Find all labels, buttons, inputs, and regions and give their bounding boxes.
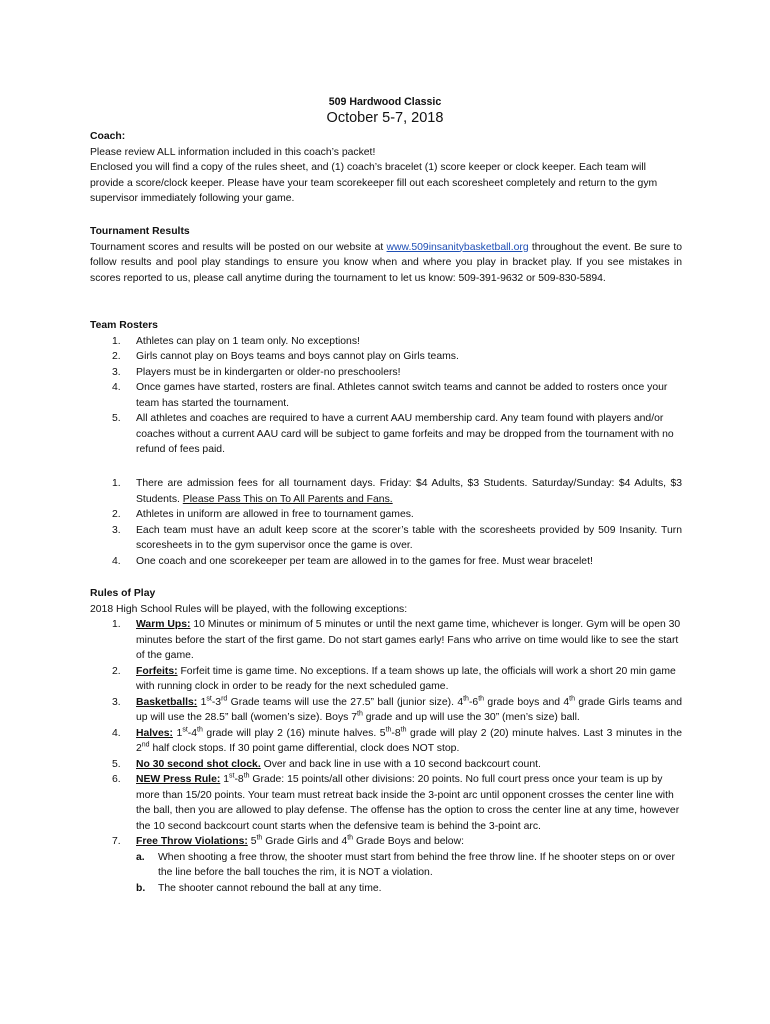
list-text: There are admission fees for all tournament days. Friday: $4 Adults, $3 Students. Saturday/Sunday: $4 Adults, $3 Students. bbox=[136, 478, 682, 505]
rule-label: No 30 second shot clock. bbox=[136, 758, 261, 770]
rule-label: NEW Press Rule: bbox=[136, 774, 221, 785]
coach-section bbox=[90, 129, 682, 207]
team-rosters-section bbox=[90, 318, 682, 458]
ordinal: st bbox=[182, 726, 188, 734]
rule-text: -6 bbox=[468, 696, 479, 708]
list-number: 4. bbox=[112, 727, 121, 739]
rule-item bbox=[90, 834, 682, 850]
ordinal: th bbox=[463, 695, 469, 703]
tournament-results-text bbox=[90, 240, 682, 287]
rule-text: grade will play 2 (20) minute halves. Last 3 minutes in the 2 bbox=[136, 727, 682, 754]
rule-item bbox=[90, 695, 682, 726]
results-text-part: Tournament scores and results will be posted on our website at bbox=[90, 241, 387, 253]
rule-label: Warm Ups: bbox=[136, 619, 191, 630]
coach-heading: Coach: bbox=[90, 131, 126, 142]
list-item bbox=[90, 523, 682, 554]
list-text: When shooting a free throw, the shooter must start from behind the free throw line. If he shooter steps on or over the line before the ball touches the rim, it is NOT a violation. bbox=[158, 851, 675, 878]
rule-text: Over and back line in use with a 10 second backcourt count. bbox=[260, 758, 541, 770]
ordinal: th bbox=[357, 710, 363, 718]
list-number: 4. bbox=[112, 555, 121, 567]
rules-heading: Rules of Play bbox=[90, 588, 156, 599]
coach-line2: Enclosed you will find a copy of the rules sheet, and (1) coach’s bracelet (1) score keeper or clock keeper. Each team will provide a score/clock keeper. Please have your team scorekeeper fill out each scoresheet completely and return to the gym supervisor immediately following your game. bbox=[90, 162, 658, 204]
ordinal: th bbox=[478, 695, 485, 703]
list-number: 4. bbox=[112, 382, 121, 393]
ordinal: th bbox=[197, 726, 203, 734]
event-dates: October 5-7, 2018 bbox=[326, 110, 444, 126]
ordinal: th bbox=[385, 726, 392, 734]
list-text: Athletes in uniform are allowed in free to tournament games. bbox=[136, 509, 414, 520]
list-number: 2. bbox=[112, 509, 121, 520]
rules-list bbox=[90, 617, 682, 850]
roster-rule-item bbox=[90, 365, 682, 381]
list-text: Once games have started, rosters are final. Athletes cannot switch teams and cannot be added to rosters once your team has started the tournament. bbox=[136, 382, 668, 409]
list-number: 1. bbox=[112, 478, 121, 489]
rule-item bbox=[90, 772, 682, 834]
coach-line1: Please review ALL information included in this coach’s packet! bbox=[90, 146, 376, 158]
rule-text: -8 bbox=[391, 727, 401, 739]
list-text: One coach and one scorekeeper per team are allowed in to the games for free. Must wear bracelet! bbox=[136, 555, 593, 567]
rule-item bbox=[90, 617, 682, 664]
rule-text: -3 bbox=[211, 696, 222, 708]
roster-rule-item bbox=[90, 411, 682, 458]
list-text: Girls cannot play on Boys teams and boys cannot play on Girls teams. bbox=[136, 351, 459, 362]
free-throw-sublist bbox=[90, 850, 682, 897]
rules-section bbox=[90, 586, 682, 896]
list-item bbox=[90, 476, 682, 507]
ordinal: th bbox=[400, 726, 407, 734]
list-text: Each team must have an adult keep score at the scorer’s table with the scoresheets provided by 509 Insanity. Turn scoresheets in to the gym supervisor once the game is over. bbox=[136, 524, 682, 551]
rule-text: 1 bbox=[172, 727, 183, 739]
ordinal: rd bbox=[221, 695, 228, 703]
ordinal: st bbox=[206, 695, 212, 703]
rule-text: Grade: 15 points/all other divisions: 20 points. No full court press once your team is up by more than 15/20 points. Your team must retreat back inside the 3-point arc until opponent crosses the center line with the ball, then you are allowed to play defense. The offense has the option to cross the center line at any time, however the 10 second backcourt count starts when the defensive team is behind the 3-point arc. bbox=[136, 774, 680, 832]
event-name: 509 Hardwood Classic bbox=[328, 96, 442, 108]
list-item bbox=[90, 507, 682, 523]
list-number: 6. bbox=[112, 774, 121, 785]
list-text: All athletes and coaches are required to have a current AAU membership card. Any team found with players and/or coaches without a current AAU card will be subject to game forfeits and may be dropped from the tournament with no refund of fees paid. bbox=[136, 413, 674, 455]
ordinal: th bbox=[243, 772, 250, 780]
free-throw-sub-item bbox=[90, 881, 682, 897]
ordinal: nd bbox=[141, 741, 150, 749]
list-number: 2. bbox=[112, 665, 121, 677]
tournament-results-section bbox=[90, 224, 682, 286]
ordinal: th bbox=[347, 834, 354, 842]
rules-intro: 2018 High School Rules will be played, with the following exceptions: bbox=[90, 603, 408, 615]
rule-item bbox=[90, 726, 682, 757]
parents-fans-notice: Please Pass This on To All Parents and Fans. bbox=[182, 493, 393, 505]
roster-rule-item bbox=[90, 349, 682, 365]
rule-item bbox=[90, 757, 682, 773]
rule-text: Grade Girls and 4 bbox=[262, 836, 348, 847]
list-number: 5. bbox=[112, 758, 121, 770]
list-number: 7. bbox=[112, 836, 121, 847]
list-number: a. bbox=[136, 851, 145, 863]
list-number: 1. bbox=[112, 335, 121, 347]
list-number: b. bbox=[136, 882, 146, 894]
roster-list bbox=[90, 334, 682, 458]
list-number: 2. bbox=[112, 351, 121, 362]
list-text: Players must be in kindergarten or older-no preschoolers! bbox=[136, 366, 401, 378]
list-text: The shooter cannot rebound the ball at any time. bbox=[158, 882, 382, 894]
rule-text: Grade Boys and below: bbox=[353, 836, 464, 847]
list-number: 1. bbox=[112, 619, 121, 630]
rule-text: 5 bbox=[247, 836, 257, 847]
rule-label: Basketballs: bbox=[136, 696, 198, 708]
roster-rule-item bbox=[90, 334, 682, 350]
results-text-part: throughout the event. Be sure to follow results and pool play standings to ensure you know when and where you play in bracket play. If you see mistakes in scores reported to us, please call anytime during the tournament to let us know: 509-391-9632 or 509-830-5894. bbox=[90, 241, 682, 284]
rule-text: grade Girls teams and up will use the 28.5” ball (women’s size). Boys 7 bbox=[136, 696, 683, 723]
admission-section bbox=[90, 476, 682, 569]
list-text: Athletes can play on 1 team only. No exceptions! bbox=[136, 335, 360, 347]
rule-text: Grade teams will use the 27.5” ball (junior size). 4 bbox=[227, 696, 464, 708]
rule-text: -8 bbox=[234, 774, 244, 785]
rule-label: Free Throw Violations: bbox=[136, 836, 248, 847]
website-link[interactable]: www.509insanitybasketball.org bbox=[386, 241, 529, 253]
rule-text: 10 Minutes or minimum of 5 minutes or until the next game time, whichever is longer. Gym will be open 30 minutes before the start of the first game. Do not start games early! Fans who arrive on time would like to see the start of the game. bbox=[136, 619, 681, 661]
rule-text: 1 bbox=[220, 774, 229, 785]
rule-item bbox=[90, 664, 682, 695]
list-number: 3. bbox=[112, 524, 121, 536]
ordinal: th bbox=[569, 695, 575, 703]
list-number: 5. bbox=[112, 413, 121, 424]
list-item bbox=[90, 554, 682, 570]
team-rosters-heading: Team Rosters bbox=[90, 320, 158, 331]
rule-text: 1 bbox=[197, 696, 207, 708]
free-throw-sub-item bbox=[90, 850, 682, 881]
rule-text: grade boys and 4 bbox=[484, 696, 570, 708]
rule-label: Halves: bbox=[136, 727, 173, 739]
rule-text: -4 bbox=[187, 727, 198, 739]
rule-text: grade and up will use the 30” (men’s size) ball. bbox=[362, 712, 580, 723]
rule-text: half clock stops. If 30 point game differential, clock does NOT stop. bbox=[149, 743, 460, 754]
roster-rule-item bbox=[90, 380, 682, 411]
ordinal: th bbox=[256, 834, 263, 842]
list-number: 3. bbox=[112, 366, 121, 378]
tournament-results-heading: Tournament Results bbox=[90, 226, 190, 237]
list-number: 3. bbox=[112, 696, 121, 708]
rule-label: Forfeits: bbox=[136, 665, 178, 677]
rule-text: grade will play 2 (16) minute halves. 5 bbox=[202, 727, 386, 739]
ordinal: st bbox=[228, 772, 235, 780]
rule-text: Forfeit time is game time. No exceptions. If a team shows up late, the officials will work a short 20 min game with running clock in order to be ready for the next scheduled game. bbox=[136, 665, 676, 692]
